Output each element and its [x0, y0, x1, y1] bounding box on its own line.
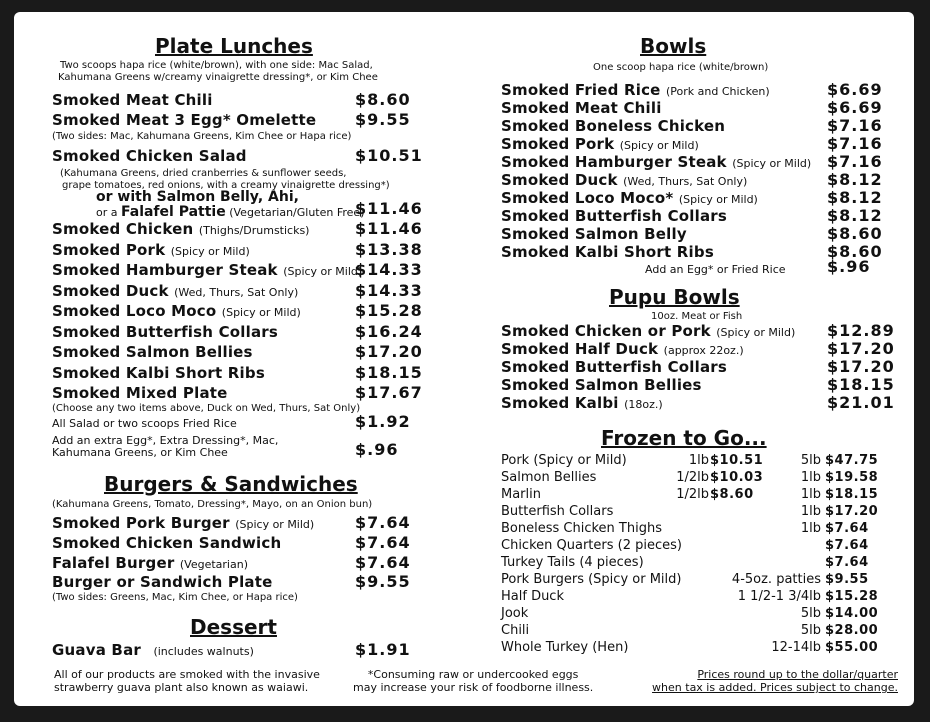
frozen-price-large: $28.00	[825, 623, 879, 638]
frozen-item-name: Boneless Chicken Thighs	[501, 521, 662, 536]
bowl-item-name	[501, 99, 662, 117]
plate-item-price: $18.15	[355, 363, 423, 382]
plate-item-name-text: Smoked Kalbi Short Ribs	[52, 364, 265, 382]
frozen-size-large: 1lb	[800, 521, 821, 536]
burger-item-name-text: Falafel Burger	[52, 554, 175, 572]
footer-left-line2: strawberry guava plant also known as waiawi.	[54, 681, 309, 694]
salad-alt-falafel: Falafel Pattie	[121, 204, 226, 220]
burger-item-price: $7.64	[355, 513, 411, 532]
burger-item-name-text: Burger or Sandwich Plate	[52, 573, 273, 591]
dessert-title: Dessert	[190, 615, 277, 639]
bowl-item-name	[501, 207, 727, 225]
bowls-addon-label: Add an Egg* or Fried Rice	[645, 263, 786, 276]
plate-item-note: (Spicy or Mild)	[221, 306, 301, 319]
bowl-item-note: (Spicy or Mild)	[732, 157, 812, 170]
pupu-item-name	[501, 376, 702, 394]
plate-item-name-text: Smoked Butterfish Collars	[52, 323, 279, 341]
plate-item-name-text: Smoked Hamburger Steak	[52, 261, 278, 279]
bowl-item-name	[501, 189, 758, 207]
bowl-item-name-text: Smoked Salmon Belly	[501, 225, 687, 243]
plate-item-name-text: Smoked Pork	[52, 241, 166, 259]
plate-item-name-text: Smoked Duck	[52, 282, 169, 300]
frozen-size-large: 1lb	[800, 470, 821, 485]
plate-item-name	[52, 384, 228, 402]
burger-item-note: (Spicy or Mild)	[235, 518, 315, 531]
frozen-size-large: 12-14lb	[771, 640, 821, 655]
burger-item-price: $7.64	[355, 553, 411, 572]
dessert-name-wrap	[52, 641, 254, 659]
extra-price: $.96	[355, 440, 399, 459]
bowl-item-name	[501, 243, 714, 261]
plate-item-price: $17.67	[355, 383, 423, 402]
dessert-note: (includes walnuts)	[153, 645, 254, 658]
footer-middle	[353, 668, 593, 694]
frozen-price-large: $17.20	[825, 504, 879, 519]
plate-item-note: (Spicy or Mild)	[170, 245, 250, 258]
bowl-item-name-text: Smoked Boneless Chicken	[501, 117, 726, 135]
plate-item-name	[52, 241, 250, 259]
frozen-size-large: 1 1/2-1 3/4lb	[737, 589, 821, 604]
frozen-size-large: 5lb	[800, 453, 821, 468]
pupu-item-note: (approx 22oz.)	[663, 344, 744, 357]
plate-item-name	[52, 220, 309, 238]
bowl-item-price: $8.60	[827, 242, 883, 261]
pupu-intro: 10oz. Meat or Fish	[651, 311, 743, 322]
dessert-price: $1.91	[355, 640, 411, 659]
frozen-item-name: Pork Burgers (Spicy or Mild)	[501, 572, 682, 587]
frozen-item-name: Whole Turkey (Hen)	[501, 640, 629, 655]
fried-rice-price: $1.92	[355, 412, 411, 431]
pupu-title: Pupu Bowls	[609, 285, 740, 309]
plate-item-price: $14.33	[355, 260, 423, 279]
burger-item-name	[52, 573, 273, 591]
plate-item-name	[52, 91, 213, 109]
pupu-item-name-text: Smoked Salmon Bellies	[501, 376, 702, 394]
pupu-item-name-text: Smoked Half Duck	[501, 340, 659, 358]
plate-item-price: $13.38	[355, 240, 423, 259]
bowl-item-name	[501, 117, 725, 135]
bowl-item-name	[501, 153, 811, 171]
salad-note-line1: (Kahumana Greens, dried cranberries & sunflower seeds,	[60, 168, 347, 179]
plate-item-name	[52, 147, 247, 165]
plate-lunches-title: Plate Lunches	[155, 34, 313, 58]
pupu-item-name	[501, 394, 663, 412]
pupu-item-name	[501, 340, 744, 358]
salad-alt-prefix: or a	[96, 206, 118, 219]
pupu-item-price: $17.20	[827, 339, 895, 358]
footer-mid-line2: may increase your risk of foodborne illness.	[353, 681, 594, 694]
plate-item-name	[52, 261, 362, 279]
frozen-size-large: 1lb	[800, 504, 821, 519]
menu-page	[14, 12, 914, 706]
bowl-item-name-text: Smoked Loco Moco*	[501, 189, 674, 207]
pupu-item-name-text: Smoked Kalbi	[501, 394, 619, 412]
plate-intro-line2: Kahumana Greens w/creamy vinaigrette dressing*, or Kim Chee	[58, 72, 378, 83]
frozen-item-name: Turkey Tails (4 pieces)	[501, 555, 644, 570]
bowl-item-name	[501, 225, 687, 243]
plate-item-name	[52, 323, 278, 341]
footer-left-line1: All of our products are smoked with the invasive	[54, 668, 320, 681]
plate-item-note: (Thighs/Drumsticks)	[198, 224, 310, 237]
footer-left	[54, 668, 320, 694]
plate-item-name-text: Smoked Salmon Bellies	[52, 343, 253, 361]
pupu-item-price: $17.20	[827, 357, 895, 376]
frozen-item-name: Pork (Spicy or Mild)	[501, 453, 627, 468]
pupu-item-name-text: Smoked Butterfish Collars	[501, 358, 728, 376]
bowl-item-name	[501, 171, 747, 189]
plate-item-note: (Spicy or Mild)	[283, 265, 363, 278]
plate-item-name	[52, 282, 298, 300]
plate-item-price: $14.33	[355, 281, 423, 300]
bowl-item-price: $7.16	[827, 152, 883, 171]
frozen-item-name: Marlin	[501, 487, 541, 502]
salad-alt-falafel-note: (Vegetarian/Gluten Free)	[229, 206, 365, 219]
frozen-price-large: $14.00	[825, 606, 879, 621]
bowl-item-note: (Wed, Thurs, Sat Only)	[623, 175, 748, 188]
frozen-title: Frozen to Go...	[601, 426, 767, 450]
bowl-item-name-text: Smoked Fried Rice	[501, 81, 661, 99]
plate-item-name-text: Smoked Chicken Salad	[52, 147, 247, 165]
footer-right-line1: Prices round up to the dollar/quarter	[697, 668, 898, 681]
frozen-size-large: 1lb	[800, 487, 821, 502]
pupu-item-price: $18.15	[827, 375, 895, 394]
pupu-item-name	[501, 358, 727, 376]
bowl-item-name	[501, 81, 770, 99]
pupu-item-price: $12.89	[827, 321, 895, 340]
bowl-item-price: $8.60	[827, 224, 883, 243]
plate-item-name-text: Smoked Loco Moco	[52, 302, 217, 320]
plate-item-price: $8.60	[355, 90, 411, 109]
plate-item-name-text: Smoked Mixed Plate	[52, 384, 228, 402]
bowl-item-name	[501, 135, 699, 153]
fried-rice-label: All Salad or two scoops Fried Rice	[52, 417, 237, 430]
extra-label-line2: Kahumana Greens, or Kim Chee	[52, 446, 228, 459]
burger-item-name-text: Smoked Pork Burger	[52, 514, 230, 532]
frozen-item-name: Half Duck	[501, 589, 564, 604]
footer-right-line2: when tax is added. Prices subject to change.	[652, 681, 898, 694]
bowl-item-name-text: Smoked Meat Chili	[501, 99, 662, 117]
plate-item-name-text: Smoked Meat 3 Egg* Omelette	[52, 111, 317, 129]
pupu-item-name	[501, 322, 795, 340]
plate-item-price: $10.51	[355, 146, 423, 165]
frozen-item-name: Butterfish Collars	[501, 504, 614, 519]
mixed-plate-note: (Choose any two items above, Duck on Wed, Thurs, Sat Only)	[52, 403, 361, 414]
salad-alt-line2	[96, 204, 364, 220]
bowl-item-price: $8.12	[827, 170, 883, 189]
frozen-price-large: $7.64	[825, 538, 869, 553]
dessert-name: Guava Bar	[52, 641, 141, 659]
salad-alt-price: $11.46	[355, 199, 423, 218]
frozen-price-large: $47.75	[825, 453, 879, 468]
bowl-item-price: $7.16	[827, 134, 883, 153]
plate-item-name	[52, 364, 265, 382]
burger-item-price: $7.64	[355, 533, 411, 552]
burgers-intro: (Kahumana Greens, Tomato, Dressing*, Mayo, on an Onion bun)	[52, 499, 373, 510]
omelette-note: (Two sides: Mac, Kahumana Greens, Kim Chee or Hapa rice)	[52, 131, 352, 142]
bowl-item-name-text: Smoked Hamburger Steak	[501, 153, 727, 171]
bowl-item-note: (Pork and Chicken)	[666, 85, 770, 98]
plate-item-price: $16.24	[355, 322, 423, 341]
frozen-price-large: $15.28	[825, 589, 879, 604]
frozen-item-name: Chicken Quarters (2 pieces)	[501, 538, 682, 553]
plate-item-price: $15.28	[355, 301, 423, 320]
extra-label-line1: Add an extra Egg*, Extra Dressing*, Mac,	[52, 434, 279, 447]
pupu-item-note: (Spicy or Mild)	[716, 326, 796, 339]
bowl-item-price: $6.69	[827, 80, 883, 99]
plate-item-price: $9.55	[355, 110, 411, 129]
frozen-price-large: $7.64	[825, 521, 869, 536]
frozen-price-small: $10.51	[710, 453, 764, 468]
plate-item-name-text: Smoked Meat Chili	[52, 91, 213, 109]
bowl-item-price: $6.69	[827, 98, 883, 117]
burger-item-name	[52, 514, 314, 532]
plate-item-note: (Wed, Thurs, Sat Only)	[174, 286, 299, 299]
footer-right	[640, 668, 898, 694]
salad-alt-line1: or with Salmon Belly, Ahi,	[96, 189, 299, 205]
frozen-price-small: $10.03	[710, 470, 764, 485]
plate-item-name	[52, 343, 253, 361]
bowl-item-note: (Spicy or Mild)	[619, 139, 699, 152]
plate-intro-line1: Two scoops hapa rice (white/brown), with one side: Mac Salad,	[60, 60, 373, 71]
plate-item-price: $17.20	[355, 342, 423, 361]
frozen-size-large: 5lb	[800, 623, 821, 638]
plate-item-name	[52, 302, 301, 320]
pupu-item-name-text: Smoked Chicken or Pork	[501, 322, 711, 340]
bowl-item-name-text: Smoked Pork	[501, 135, 615, 153]
bowl-item-price: $8.12	[827, 188, 883, 207]
bowls-intro: One scoop hapa rice (white/brown)	[593, 62, 769, 73]
burger-plate-note: (Two sides: Greens, Mac, Kim Chee, or Hapa rice)	[52, 592, 298, 603]
burger-item-name	[52, 554, 248, 572]
plate-item-name-text: Smoked Chicken	[52, 220, 194, 238]
bowl-item-note: (Spicy or Mild)	[678, 193, 758, 206]
bowl-item-name-text: Smoked Butterfish Collars	[501, 207, 728, 225]
burger-item-price: $9.55	[355, 572, 411, 591]
frozen-item-name: Chili	[501, 623, 530, 638]
frozen-size-small: 1lb	[688, 453, 709, 468]
burger-item-note: (Vegetarian)	[179, 558, 248, 571]
frozen-price-small: $8.60	[710, 487, 754, 502]
bowls-addon-price: $.96	[827, 257, 871, 276]
frozen-item-name: Jook	[501, 606, 529, 621]
frozen-price-large: $19.58	[825, 470, 879, 485]
frozen-price-large: $7.64	[825, 555, 869, 570]
bowl-item-name-text: Smoked Kalbi Short Ribs	[501, 243, 714, 261]
frozen-price-large: $9.55	[825, 572, 869, 587]
pupu-item-price: $21.01	[827, 393, 895, 412]
salad-note-line2: grape tomatoes, red onions, with a creamy vinaigrette dressing*)	[62, 180, 390, 191]
bowl-item-price: $7.16	[827, 116, 883, 135]
plate-item-price: $11.46	[355, 219, 423, 238]
frozen-price-large: $55.00	[825, 640, 879, 655]
frozen-size-small: 1/2lb	[676, 470, 709, 485]
pupu-item-note: (18oz.)	[624, 398, 663, 411]
burger-item-name-text: Smoked Chicken Sandwich	[52, 534, 282, 552]
bowls-title: Bowls	[640, 34, 707, 58]
bowl-item-price: $8.12	[827, 206, 883, 225]
frozen-size-small: 1/2lb	[676, 487, 709, 502]
frozen-item-name: Salmon Bellies	[501, 470, 597, 485]
frozen-size-large: 5lb	[800, 606, 821, 621]
plate-item-name	[52, 111, 316, 129]
bowl-item-name-text: Smoked Duck	[501, 171, 618, 189]
frozen-price-large: $18.15	[825, 487, 879, 502]
frozen-size-large: 4-5oz. patties	[731, 572, 821, 587]
footer-mid-line1: *Consuming raw or undercooked eggs	[367, 668, 579, 681]
burgers-title: Burgers & Sandwiches	[104, 472, 358, 496]
burger-item-name	[52, 534, 281, 552]
